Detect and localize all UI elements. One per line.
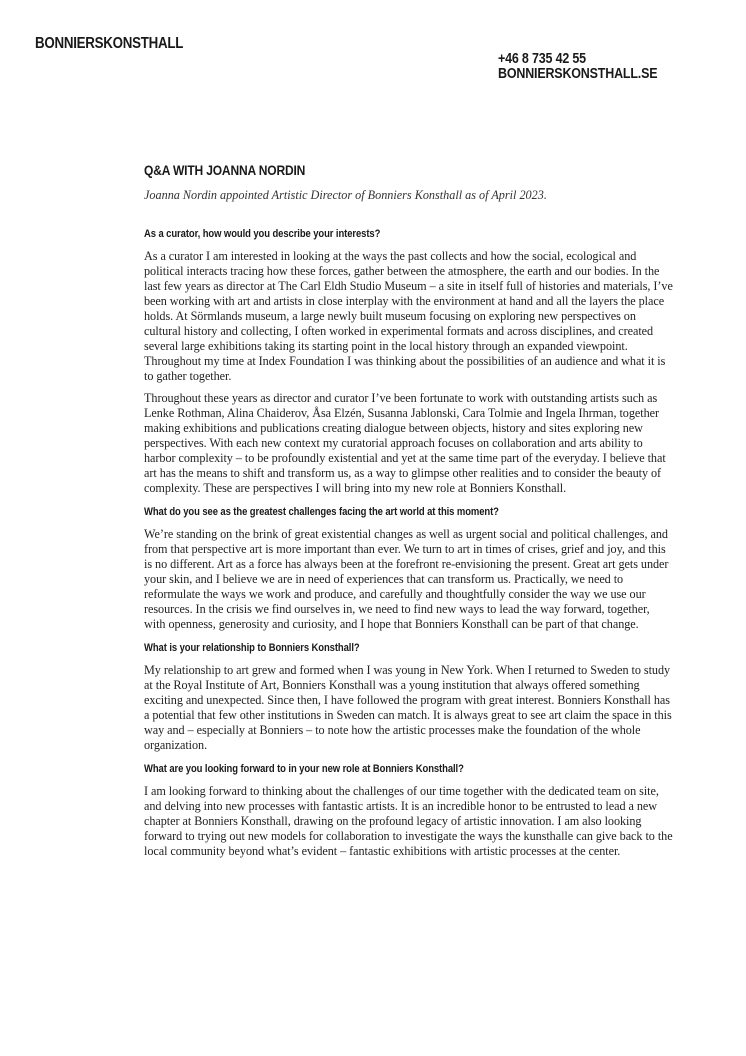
question-heading: What do you see as the greatest challenges facing the art world at this moment? [144,506,499,518]
qa-section [144,642,674,753]
answer-paragraph: We’re standing on the brink of great existential changes as well as urgent social and political challenges, and from that perspective art is more important than ever. We turn to art in times of crises, grief and joy, and this is no different. Art as a force has always been at the forefront re-envisioning the present. Great art gets under your skin, and I believe we are in need of experiences that can transform us. Practically, we need to reformulate the ways we work and produce, and carefully and thoughtfully consider the way we use our resources. In the crisis we find ourselves in, we need to find new ways to lead the way forward, together, with openness, generosity and curiosity, and I hope that Bonniers Konsthall can be part of that change. [144,527,669,631]
contact-block [498,52,657,82]
phone-number: +46 8 735 42 55 [498,51,586,67]
qa-section [144,228,674,496]
question-heading: What are you looking forward to in your new role at Bonniers Konsthall? [144,763,464,775]
intro-text: Joanna Nordin appointed Artistic Director of Bonniers Konsthall as of April 2023. [144,188,547,202]
article [144,162,674,869]
answer-paragraph: I am looking forward to thinking about the challenges of our time together with the dedicated team on site, and delving into new processes with fantastic artists. It is an incredible honor to be entrusted to lead a new chapter at Bonniers Konsthall, drawing on the profound legacy of artistic innovation. I am also looking forward to trying out new models for collaboration to investigate the ways the kunsthalle can give back to the local community beyond what’s evident – fantastic exhibitions with artistic processes at the center. [144,784,673,858]
website: BONNIERSKONSTHALL.SE [498,66,658,82]
question-heading: As a curator, how would you describe your interests? [144,228,381,240]
qa-section [144,506,674,632]
question-heading: What is your relationship to Bonniers Konsthall? [144,642,360,654]
answer-paragraph: As a curator I am interested in looking at the ways the past collects and how the social, ecological and political interacts tracing how these forces, gather between the atmosphere, the earth and our bodies. In the last few years as director at The Carl Eldh Studio Museum – a site in itself full of histories and materials, I’ve been working with art and artists in close interplay with the environment at hand and all the layers the place holds. At Sörmlands museum, a large newly built museum focusing on exploring new perspectives on cultural history and collecting, I often worked in experimental formats and across disciplines, and created several large exhibitions taking its starting point in the local history through an expanded viewpoint. Throughout my time at Index Foundation I was thinking about the possibilities of an audience and what it is to gather together. [144,249,673,383]
qa-section [144,763,674,859]
answer-paragraph: My relationship to art grew and formed when I was young in New York. When I returned to Sweden to study at the Royal Institute of Art, Bonniers Konsthall was a young institution that always offered something exciting and unexpected. Since then, I have followed the program with great interest. Bonniers Konsthall has a potential that few other institutions in Sweden can match. It is always great to see art claim the space in this way and – especially at Bonniers – to note how the artistic processes make the foundation of the whole organization. [144,663,672,752]
page-title: Q&A WITH JOANNA NORDIN [144,162,306,178]
logo: BONNIERSKONSTHALL [35,35,184,52]
answer-paragraph: Throughout these years as director and curator I’ve been fortunate to work with outstanding artists such as Lenke Rothman, Alina Chaiderov, Åsa Elzén, Susanna Jablonski, Cara Tolmie and Ingela Ihrman, together making exhibitions and publications creating dialogue between objects, history and sites exploring new perspectives. With each new context my curatorial approach focuses on collaboration and arts ability to harbor complexity – to be profoundly existential and yet at the same time part of the everyday. I believe that art has the means to shift and transform us, as a way to glimpse other realities and to consider the beauty of complexity. These are perspectives I will bring into my new role at Bonniers Konsthall. [144,391,666,495]
